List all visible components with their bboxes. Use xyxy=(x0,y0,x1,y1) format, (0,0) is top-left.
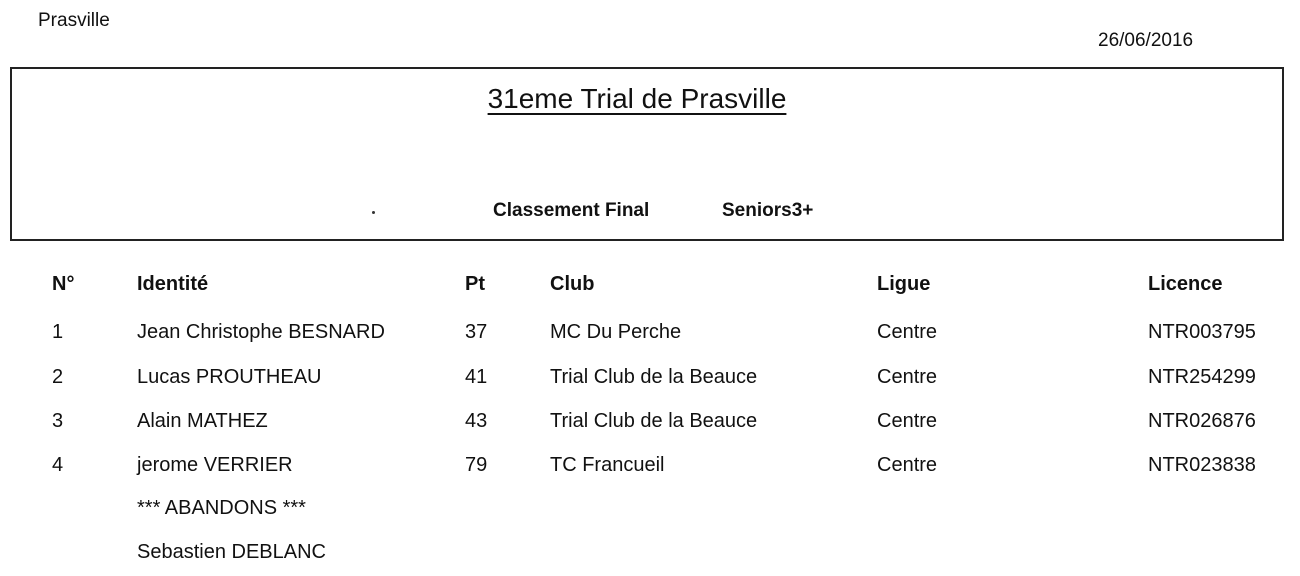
row-3-club: Trial Club de la Beauce xyxy=(550,410,758,432)
row-4-club: TC Francueil xyxy=(550,454,665,476)
row-1-ligue: Centre xyxy=(877,321,938,343)
abandons-heading: *** ABANDONS *** xyxy=(137,497,306,519)
row-1-name: Jean Christophe BESNARD xyxy=(137,321,385,343)
column-header-points: Pt xyxy=(465,273,485,295)
column-header-num: N° xyxy=(52,273,75,295)
abandon-name: Sebastien DEBLANC xyxy=(137,541,326,563)
row-4-num: 4 xyxy=(52,454,64,476)
row-4-licence: NTR023838 xyxy=(1148,454,1256,476)
row-4-ligue: Centre xyxy=(877,454,938,476)
column-header-club: Club xyxy=(550,273,595,295)
row-4-name: jerome VERRIER xyxy=(137,454,293,476)
scan-speck xyxy=(372,211,375,214)
row-2-name: Lucas PROUTHEAU xyxy=(137,366,322,388)
column-header-ligue: Ligue xyxy=(877,273,931,295)
location-label: Prasville xyxy=(38,10,110,31)
row-2-club: Trial Club de la Beauce xyxy=(550,366,758,388)
row-3-ligue: Centre xyxy=(877,410,938,432)
column-header-licence: Licence xyxy=(1148,273,1223,295)
row-2-ligue: Centre xyxy=(877,366,938,388)
row-4-points: 79 xyxy=(465,454,488,476)
date-label: 26/06/2016 xyxy=(1098,30,1194,51)
column-header-identity: Identité xyxy=(137,273,209,295)
row-1-licence: NTR003795 xyxy=(1148,321,1256,343)
row-2-licence: NTR254299 xyxy=(1148,366,1256,388)
row-3-num: 3 xyxy=(52,410,64,432)
row-1-points: 37 xyxy=(465,321,488,343)
category-label: Seniors3+ xyxy=(722,200,814,221)
row-1-num: 1 xyxy=(52,321,64,343)
row-3-licence: NTR026876 xyxy=(1148,410,1256,432)
row-2-num: 2 xyxy=(52,366,64,388)
classement-label: Classement Final xyxy=(493,200,650,221)
row-1-club: MC Du Perche xyxy=(550,321,682,343)
event-title: 31eme Trial de Prasville xyxy=(487,83,787,114)
row-2-points: 41 xyxy=(465,366,488,388)
row-3-name: Alain MATHEZ xyxy=(137,410,268,432)
row-3-points: 43 xyxy=(465,410,488,432)
